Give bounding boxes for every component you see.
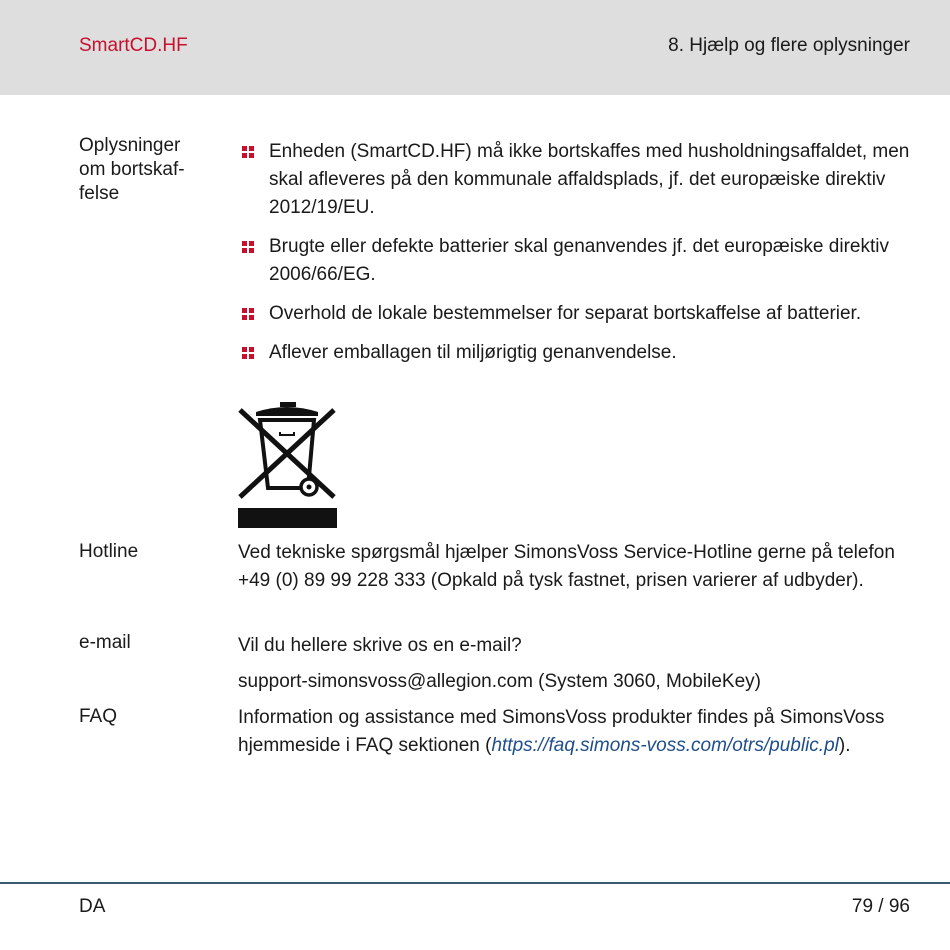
list-item: Overhold de lokale bestemmelser for separat bortskaffelse af batterier.: [238, 300, 910, 328]
hotline-label: Hotline: [79, 541, 139, 562]
footer-language: DA: [79, 896, 106, 917]
bullet-square-icon: [242, 146, 254, 158]
bullet-square-icon: [242, 241, 254, 253]
faq-text: Information og assistance med SimonsVoss produkter findes på SimonsVoss hjemmeside i FAQ sektionen (https://faq.simons-voss.com/otrs/public.pl).: [238, 707, 885, 756]
hotline-text: Ved tekniske spørgsmål hjælper SimonsVoss Service-Hotline gerne på telefon +49 (0) 89 99 228 333 (Opkald på tysk fastnet, prisen varierer af udbyder).: [238, 542, 895, 591]
crossed-out-wheelie-bin-icon: [236, 400, 338, 530]
list-item: Brugte eller defekte batterier skal genanvendes jf. det europæiske direktiv 2006/66/EG.: [238, 233, 910, 289]
faq-label: FAQ: [79, 706, 118, 727]
disposal-label: Oplysninger om bortskaf- felse: [79, 135, 185, 204]
list-item: Enheden (SmartCD.HF) må ikke bortskaffes med husholdningsaffaldet, men skal afleveres på den kommunale affaldsplads, jf. det europæiske direktiv 2012/19/EU.: [238, 138, 910, 222]
brand-name: SmartCD.HF: [79, 35, 188, 56]
email-question: Vil du hellere skrive os en e-mail?: [238, 635, 522, 656]
bullet-square-icon: [242, 347, 254, 359]
bullet-square-icon: [242, 308, 254, 320]
chapter-title: 8. Hjælp og flere oplysninger: [668, 35, 910, 56]
list-item: Aflever emballagen til miljørigtig genanvendelse.: [238, 339, 910, 367]
page-header: [0, 0, 950, 95]
email-label: e-mail: [79, 632, 131, 653]
footer-divider: [0, 882, 950, 884]
email-address[interactable]: support-simonsvoss@allegion.com (System 3060, MobileKey): [238, 671, 762, 692]
faq-link[interactable]: https://faq.simons-voss.com/otrs/public.pl: [491, 735, 839, 756]
disposal-list: [238, 138, 910, 378]
page-number: 79 / 96: [851, 896, 910, 917]
